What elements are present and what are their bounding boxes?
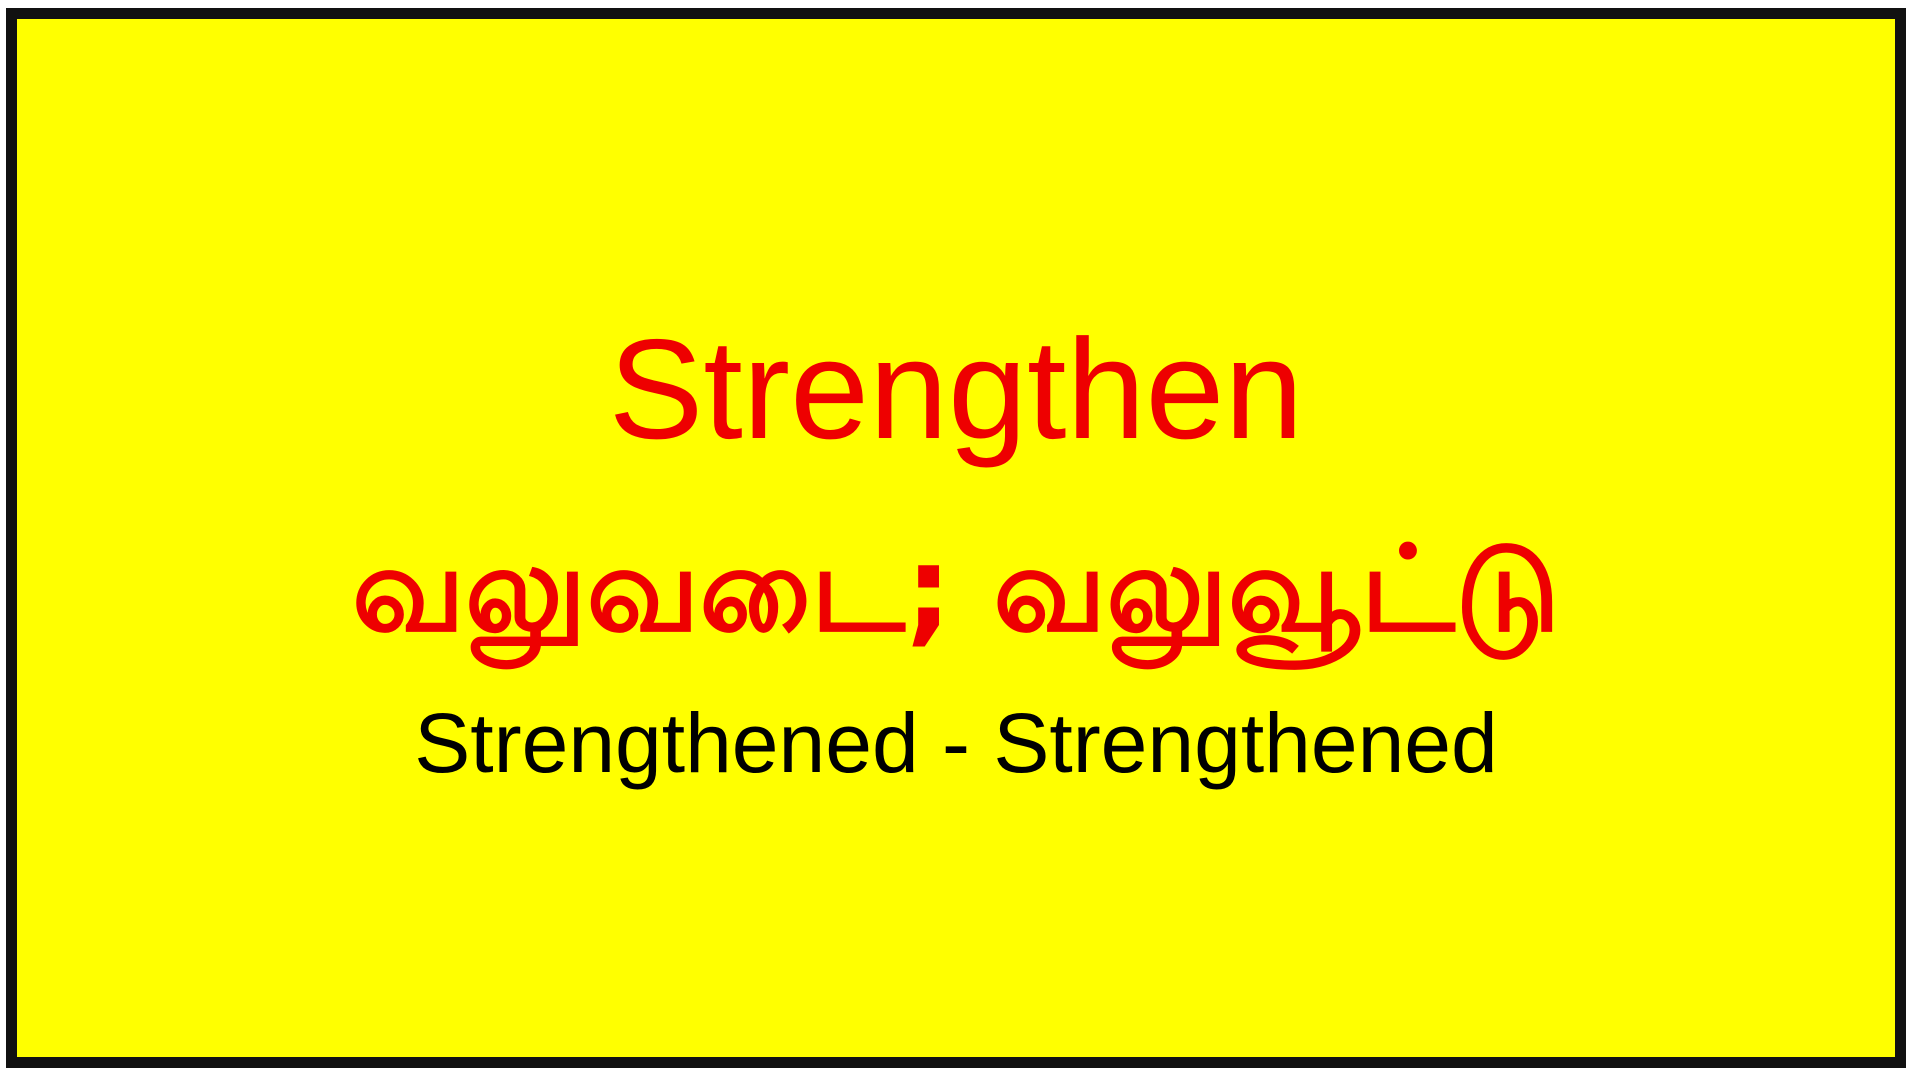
headword: Strengthen (608, 310, 1304, 469)
verb-forms: Strengthened - Strengthened (414, 696, 1498, 790)
word-card (6, 8, 1906, 1068)
tamil-translation: வலுவடை; வலுவூட்டு (351, 520, 1561, 658)
